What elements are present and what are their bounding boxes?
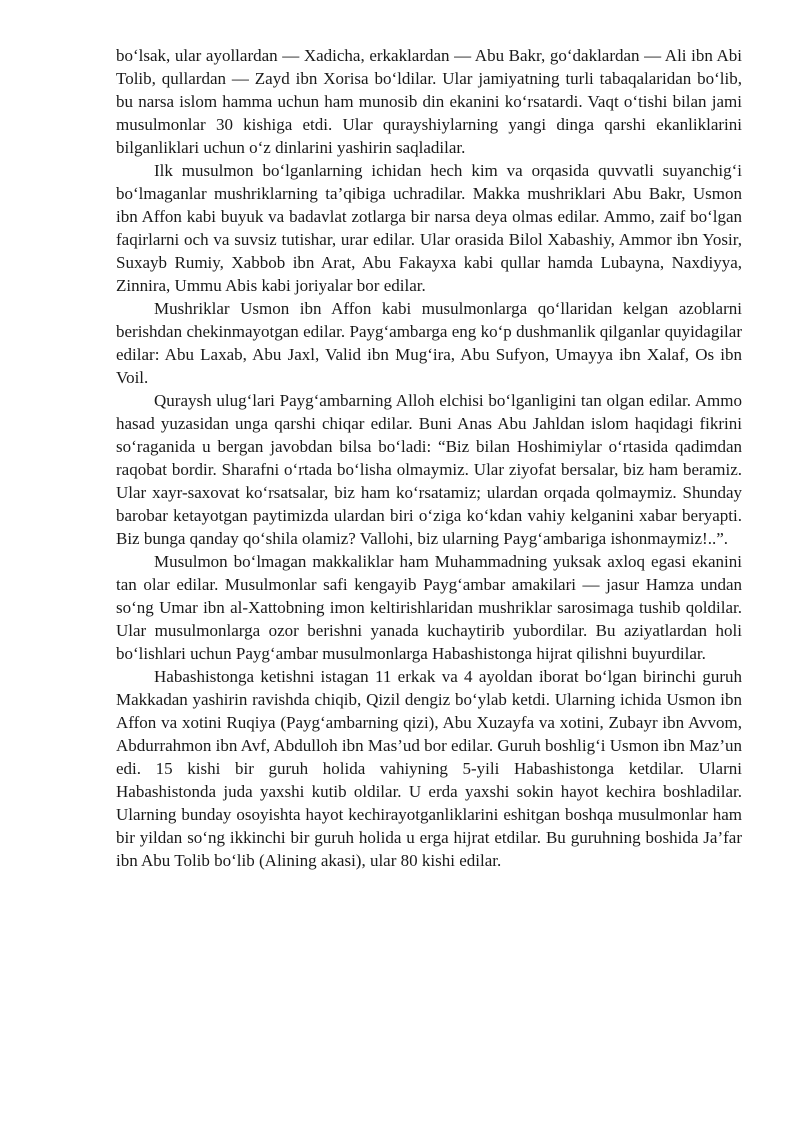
paragraph-enemies: Mushriklar Usmon ibn Affon kabi musulmonlarga qo‘llaridan kelgan azoblarni berishdan chekinmayotgan edilar. Payg‘ambarga eng ko‘p dushmanlik qilganlar quyidagilar edilar: Abu Laxab, Abu Jaxl, Valid ibn Mug‘ira, Abu Sufyon, Umayya ibn Xalaf, Os ibn Voil. <box>116 299 742 387</box>
document-page <box>116 44 742 872</box>
paragraph-quraysh-envy: Quraysh ulug‘lari Payg‘ambarning Alloh elchisi bo‘lganligini tan olgan edilar. Ammo hasad yuzasidan unga qarshi chiqar edilar. Buni Anas Abu Jahldan islom haqidagi fikrini so‘raganida u bergan javobdan bilsa bo‘ladi: “Biz bilan Hoshimiylar o‘rtasida qadimdan raqobat bordir. Sharafni o‘rtada bo‘lisha olmaymiz. Ular ziyofat bersalar, biz ham beramiz. Ular xayr-saxovat ko‘rsatsalar, biz ham ko‘rsatamiz; ulardan orqada qolmaymiz. Shunday barobar ketayotgan paytimizda ulardan biri o‘ziga ko‘kdan vahiy kelganini xabar beryapti. Biz bunga qanday qo‘shila olamiz? Vallohi, biz ularning Payg‘ambariga ishonmaymiz!..”. <box>116 391 742 548</box>
paragraph-early-persecution: Ilk musulmon bo‘lganlarning ichidan hech kim va orqasida quvvatli suyanchig‘i bo‘lmaganlar mushriklarning ta’qibiga uchradilar. Makka mushriklari Abu Bakr, Usmon ibn Affon kabi buyuk va badavlat zotlarga bir narsa deya olmas edilar. Ammo, zaif bo‘lgan faqirlarni och va suvsiz tutishar, urar edilar. Ular orasida Bilol Xabashiy, Ammor ibn Yosir, Suxayb Rumiy, Xabbob ibn Arat, Abu Fakayxa kabi qullar hamda Lubayna, Naxdiyya, Zinnira, Ummu Abis kabi joriyalar bor edilar. <box>116 161 742 295</box>
paragraph-hijra-order: Musulmon bo‘lmagan makkaliklar ham Muhammadning yuksak axloq egasi ekanini tan olar edilar. Musulmonlar safi kengayib Payg‘ambar amakilari — jasur Hamza undan so‘ng Umar ibn al-Xattobning imon keltirishlaridan mushriklar sarosimaga tushib qoldilar. Ular musulmonlarga ozor berishni yanada kuchaytirib yubordilar. Bu aziyatlardan holi bo‘lishlari uchun Payg‘ambar musulmonlarga Habashistonga hijrat qilishni buyurdilar. <box>116 552 742 663</box>
paragraph-continuation: bo‘lsak, ular ayollardan — Xadicha, erkaklardan — Abu Bakr, go‘daklardan — Ali ibn Abi Tolib, qullardan — Zayd ibn Xorisa bo‘ldilar. Ular jamiyatning turli tabaqalaridan bo‘lib, bu narsa islom hamma uchun ham munosib din ekanini ko‘rsatardi. Vaqt o‘tishi bilan jami musulmonlar 30 kishiga etdi. Ular qurayshiylarning yangi dinga qarshi ekanliklarini bilganliklari uchun o‘z dinlarini yashirin saqladilar. <box>116 46 742 157</box>
paragraph-abyssinia-migration: Habashistonga ketishni istagan 11 erkak va 4 ayoldan iborat bo‘lgan birinchi guruh Makkadan yashirin ravishda chiqib, Qizil dengiz bo‘ylab ketdi. Ularning ichida Usmon ibn Affon va xotini Ruqiya (Payg‘ambarning qizi), Abu Xuzayfa va xotini, Zubayr ibn Avvom, Abdurrahmon ibn Avf, Abdulloh ibn Mas’ud bor edilar. Guruh boshlig‘i Usmon ibn Maz’un edi. 15 kishi bir guruh holida vahiyning 5-yili Habashistonga ketdilar. Ularni Habashistonda juda yaxshi kutib oldilar. U erda yaxshi sokin hayot kechira boshladilar. Ularning bunday osoyishta hayot kechirayotganliklarini eshitgan boshqa musulmonlar ham bir yildan so‘ng ikkinchi bir guruh holida u erga hijrat etdilar. Bu guruhning boshida Ja’far ibn Abu Tolib bo‘lib (Alining akasi), ular 80 kishi edilar. <box>116 667 742 870</box>
